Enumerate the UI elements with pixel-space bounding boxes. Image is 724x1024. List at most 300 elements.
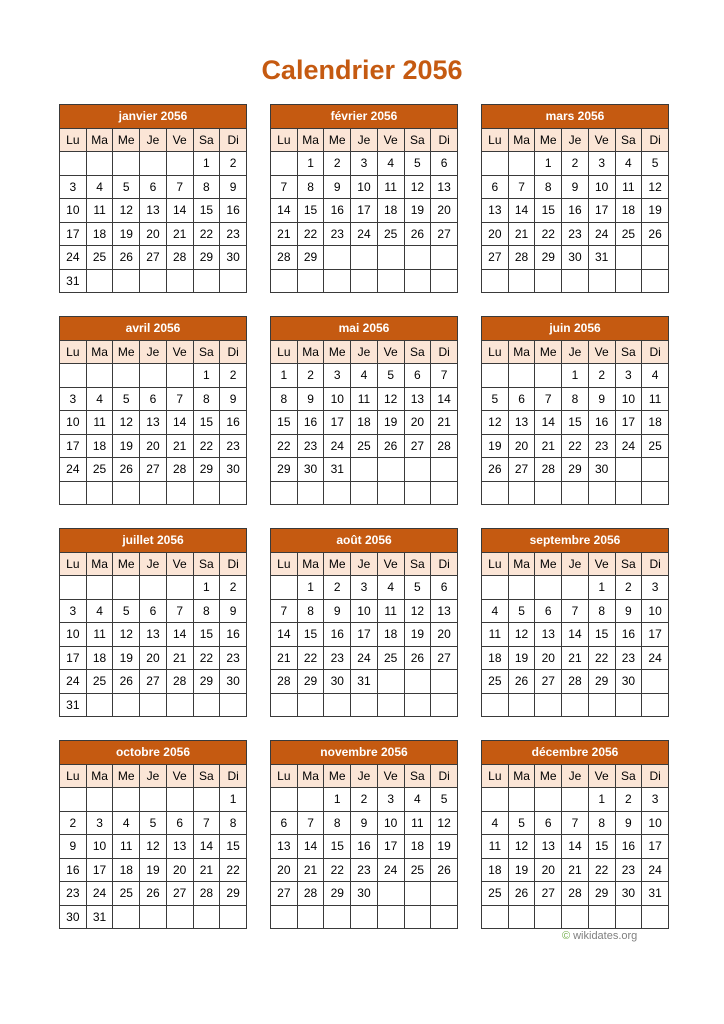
day-cell: 24	[324, 434, 351, 458]
day-cell: 25	[86, 246, 113, 270]
day-cell: 8	[220, 811, 247, 835]
day-cell: 4	[404, 788, 431, 812]
month-title: mars 2056	[482, 105, 669, 129]
day-cell: 13	[140, 623, 167, 647]
day-cell	[404, 670, 431, 694]
month-title: décembre 2056	[482, 741, 669, 765]
day-cell: 17	[351, 199, 378, 223]
day-cell: 9	[588, 387, 615, 411]
day-cell: 5	[431, 788, 458, 812]
day-cell: 8	[588, 811, 615, 835]
page-title: Calendrier 2056	[261, 55, 463, 85]
day-cell: 28	[431, 434, 458, 458]
weekday-header: Me	[324, 764, 351, 788]
day-cell: 4	[86, 175, 113, 199]
day-cell: 21	[297, 858, 324, 882]
day-cell: 5	[113, 175, 140, 199]
day-cell	[642, 693, 669, 717]
day-cell: 20	[166, 858, 193, 882]
weekday-header: Lu	[482, 128, 509, 152]
day-cell	[431, 458, 458, 482]
day-cell: 8	[271, 387, 298, 411]
weekday-header: Sa	[193, 552, 220, 576]
day-cell: 27	[404, 434, 431, 458]
day-cell: 1	[271, 364, 298, 388]
day-cell	[166, 269, 193, 293]
day-cell: 16	[324, 623, 351, 647]
weekday-header: Ve	[377, 128, 404, 152]
day-cell	[351, 905, 378, 929]
day-cell: 11	[351, 387, 378, 411]
day-cell: 27	[140, 670, 167, 694]
month-title: novembre 2056	[271, 741, 458, 765]
day-cell: 11	[615, 175, 642, 199]
day-cell: 24	[615, 434, 642, 458]
day-cell: 11	[482, 623, 509, 647]
month-title: janvier 2056	[60, 105, 247, 129]
weekday-header: Je	[140, 764, 167, 788]
day-cell: 31	[351, 670, 378, 694]
month-title: août 2056	[271, 529, 458, 553]
day-cell: 21	[562, 646, 589, 670]
day-cell: 14	[562, 835, 589, 859]
day-cell	[508, 269, 535, 293]
day-cell	[324, 905, 351, 929]
day-cell: 13	[140, 199, 167, 223]
day-cell	[220, 269, 247, 293]
weekday-header: Ve	[166, 128, 193, 152]
weekday-header: Sa	[404, 552, 431, 576]
day-cell	[377, 670, 404, 694]
day-cell	[642, 670, 669, 694]
weekday-header: Ve	[588, 128, 615, 152]
day-cell	[166, 576, 193, 600]
day-cell: 25	[351, 434, 378, 458]
day-cell: 8	[193, 175, 220, 199]
footer-credit[interactable]	[562, 930, 637, 942]
day-cell: 1	[193, 576, 220, 600]
weekday-header: Me	[535, 764, 562, 788]
month-calendar	[481, 104, 669, 293]
day-cell: 7	[166, 387, 193, 411]
day-cell	[642, 481, 669, 505]
day-cell: 4	[377, 576, 404, 600]
day-cell	[166, 152, 193, 176]
weekday-header: Ma	[297, 552, 324, 576]
day-cell: 14	[535, 411, 562, 435]
day-cell: 25	[86, 458, 113, 482]
day-cell: 16	[297, 411, 324, 435]
day-cell: 5	[404, 152, 431, 176]
weekday-header: Me	[535, 128, 562, 152]
day-cell	[404, 481, 431, 505]
day-cell: 21	[166, 434, 193, 458]
day-cell: 11	[377, 175, 404, 199]
day-cell	[431, 693, 458, 717]
day-cell: 31	[588, 246, 615, 270]
weekday-header: Ma	[508, 552, 535, 576]
day-cell	[297, 269, 324, 293]
day-cell: 21	[535, 434, 562, 458]
day-cell: 12	[642, 175, 669, 199]
day-cell: 20	[140, 646, 167, 670]
day-cell: 3	[642, 788, 669, 812]
month-calendar	[270, 316, 458, 505]
day-cell	[86, 481, 113, 505]
day-cell: 30	[297, 458, 324, 482]
day-cell: 15	[271, 411, 298, 435]
day-cell: 19	[642, 199, 669, 223]
day-cell: 5	[508, 599, 535, 623]
weekday-header: Ve	[166, 552, 193, 576]
day-cell: 28	[508, 246, 535, 270]
day-cell	[377, 269, 404, 293]
weekday-header: Ma	[86, 764, 113, 788]
day-cell	[404, 458, 431, 482]
day-cell: 15	[193, 411, 220, 435]
weekday-header: Lu	[482, 340, 509, 364]
day-cell: 21	[166, 222, 193, 246]
day-cell: 17	[351, 623, 378, 647]
weekday-header: Di	[431, 128, 458, 152]
month-title: février 2056	[271, 105, 458, 129]
day-cell: 18	[86, 646, 113, 670]
day-cell: 23	[220, 222, 247, 246]
day-cell: 17	[324, 411, 351, 435]
day-cell: 10	[86, 835, 113, 859]
day-cell	[377, 246, 404, 270]
day-cell: 19	[508, 858, 535, 882]
day-cell	[482, 481, 509, 505]
weekday-header: Di	[642, 552, 669, 576]
day-cell: 29	[324, 882, 351, 906]
day-cell: 1	[562, 364, 589, 388]
weekday-header: Di	[431, 764, 458, 788]
day-cell: 21	[271, 646, 298, 670]
day-cell	[508, 364, 535, 388]
day-cell: 13	[140, 411, 167, 435]
day-cell: 22	[193, 222, 220, 246]
day-cell: 6	[271, 811, 298, 835]
day-cell	[351, 269, 378, 293]
weekday-header: Je	[140, 552, 167, 576]
day-cell: 8	[535, 175, 562, 199]
day-cell: 3	[377, 788, 404, 812]
day-cell	[482, 693, 509, 717]
day-cell: 14	[166, 411, 193, 435]
weekday-header: Sa	[615, 764, 642, 788]
weekday-header: Ve	[377, 340, 404, 364]
day-cell	[140, 152, 167, 176]
day-cell: 2	[60, 811, 87, 835]
day-cell: 28	[271, 670, 298, 694]
day-cell: 26	[508, 882, 535, 906]
day-cell: 13	[431, 599, 458, 623]
day-cell	[297, 788, 324, 812]
day-cell	[140, 576, 167, 600]
day-cell	[508, 152, 535, 176]
day-cell: 27	[166, 882, 193, 906]
day-cell	[642, 905, 669, 929]
day-cell: 29	[193, 246, 220, 270]
day-cell	[562, 788, 589, 812]
day-cell: 9	[324, 599, 351, 623]
weekday-header: Sa	[615, 128, 642, 152]
day-cell	[166, 693, 193, 717]
day-cell	[60, 364, 87, 388]
day-cell: 6	[404, 364, 431, 388]
day-cell: 10	[60, 411, 87, 435]
day-cell: 7	[271, 599, 298, 623]
day-cell: 15	[297, 623, 324, 647]
day-cell	[166, 481, 193, 505]
day-cell: 28	[166, 246, 193, 270]
day-cell	[377, 905, 404, 929]
weekday-header: Me	[113, 128, 140, 152]
weekday-header: Di	[431, 552, 458, 576]
weekday-header: Je	[351, 340, 378, 364]
month-title: juin 2056	[482, 317, 669, 341]
day-cell: 20	[404, 411, 431, 435]
weekday-header: Lu	[482, 552, 509, 576]
day-cell: 23	[220, 646, 247, 670]
month-calendar	[481, 316, 669, 505]
day-cell: 23	[324, 222, 351, 246]
day-cell: 17	[615, 411, 642, 435]
day-cell: 24	[588, 222, 615, 246]
month-calendar	[481, 528, 669, 717]
day-cell: 4	[377, 152, 404, 176]
day-cell: 20	[508, 434, 535, 458]
weekday-header: Sa	[193, 340, 220, 364]
day-cell: 4	[642, 364, 669, 388]
day-cell: 10	[60, 199, 87, 223]
footer-link-text[interactable]: wikidates.org	[573, 930, 638, 942]
day-cell: 25	[482, 882, 509, 906]
day-cell: 15	[324, 835, 351, 859]
day-cell: 26	[642, 222, 669, 246]
day-cell	[86, 364, 113, 388]
day-cell: 14	[562, 623, 589, 647]
day-cell	[482, 364, 509, 388]
day-cell: 10	[588, 175, 615, 199]
day-cell: 13	[431, 175, 458, 199]
day-cell: 2	[615, 576, 642, 600]
weekday-header: Lu	[271, 764, 298, 788]
weekday-header: Ve	[588, 764, 615, 788]
day-cell: 8	[297, 599, 324, 623]
month-title: octobre 2056	[60, 741, 247, 765]
day-cell	[535, 693, 562, 717]
day-cell: 17	[86, 858, 113, 882]
day-cell: 23	[297, 434, 324, 458]
day-cell: 8	[297, 175, 324, 199]
day-cell: 31	[86, 905, 113, 929]
day-cell: 22	[588, 858, 615, 882]
day-cell: 21	[193, 858, 220, 882]
weekday-header: Sa	[615, 340, 642, 364]
weekday-header: Di	[642, 340, 669, 364]
weekday-header: Ma	[297, 128, 324, 152]
month-calendar	[270, 528, 458, 717]
day-cell: 25	[113, 882, 140, 906]
day-cell: 30	[220, 670, 247, 694]
weekday-header: Di	[220, 764, 247, 788]
weekday-header: Di	[642, 128, 669, 152]
day-cell	[615, 458, 642, 482]
weekday-header: Lu	[60, 764, 87, 788]
day-cell	[140, 364, 167, 388]
day-cell	[271, 269, 298, 293]
day-cell: 28	[535, 458, 562, 482]
day-cell	[562, 693, 589, 717]
day-cell: 19	[113, 434, 140, 458]
day-cell: 18	[351, 411, 378, 435]
day-cell	[113, 481, 140, 505]
day-cell	[615, 693, 642, 717]
day-cell: 2	[324, 152, 351, 176]
day-cell: 22	[193, 646, 220, 670]
day-cell: 18	[482, 646, 509, 670]
day-cell: 19	[113, 222, 140, 246]
day-cell: 5	[404, 576, 431, 600]
day-cell	[271, 481, 298, 505]
day-cell	[535, 364, 562, 388]
day-cell: 3	[324, 364, 351, 388]
day-cell: 25	[482, 670, 509, 694]
weekday-header: Ma	[86, 552, 113, 576]
day-cell: 26	[431, 858, 458, 882]
day-cell: 2	[588, 364, 615, 388]
month-calendar	[59, 740, 247, 929]
day-cell: 26	[404, 646, 431, 670]
day-cell	[271, 693, 298, 717]
day-cell: 29	[193, 670, 220, 694]
day-cell	[271, 152, 298, 176]
day-cell	[113, 576, 140, 600]
day-cell: 29	[588, 882, 615, 906]
weekday-header: Sa	[615, 552, 642, 576]
day-cell: 13	[404, 387, 431, 411]
weekday-header: Je	[140, 128, 167, 152]
day-cell: 24	[642, 858, 669, 882]
day-cell: 21	[166, 646, 193, 670]
day-cell: 9	[351, 811, 378, 835]
day-cell: 25	[404, 858, 431, 882]
day-cell: 9	[220, 175, 247, 199]
weekday-header: Je	[562, 340, 589, 364]
day-cell: 20	[431, 623, 458, 647]
day-cell: 24	[60, 246, 87, 270]
day-cell: 26	[113, 670, 140, 694]
day-cell	[482, 905, 509, 929]
day-cell: 6	[535, 811, 562, 835]
day-cell: 17	[377, 835, 404, 859]
day-cell: 1	[535, 152, 562, 176]
day-cell: 22	[220, 858, 247, 882]
day-cell: 19	[377, 411, 404, 435]
day-cell: 27	[271, 882, 298, 906]
day-cell: 27	[535, 882, 562, 906]
day-cell: 7	[562, 811, 589, 835]
day-cell: 9	[297, 387, 324, 411]
day-cell: 18	[86, 434, 113, 458]
day-cell	[377, 481, 404, 505]
day-cell: 13	[482, 199, 509, 223]
day-cell	[535, 905, 562, 929]
day-cell	[642, 269, 669, 293]
day-cell	[113, 693, 140, 717]
day-cell: 27	[535, 670, 562, 694]
day-cell: 4	[615, 152, 642, 176]
day-cell: 19	[140, 858, 167, 882]
day-cell: 28	[166, 458, 193, 482]
day-cell: 3	[60, 599, 87, 623]
copyright-icon: ©	[562, 930, 571, 942]
day-cell: 15	[588, 623, 615, 647]
day-cell: 24	[642, 646, 669, 670]
day-cell: 13	[535, 835, 562, 859]
day-cell: 30	[615, 670, 642, 694]
day-cell: 22	[193, 434, 220, 458]
day-cell: 3	[588, 152, 615, 176]
day-cell: 2	[351, 788, 378, 812]
day-cell	[615, 481, 642, 505]
weekday-header: Lu	[271, 552, 298, 576]
day-cell	[140, 269, 167, 293]
day-cell: 19	[508, 646, 535, 670]
day-cell: 26	[140, 882, 167, 906]
day-cell: 12	[113, 623, 140, 647]
day-cell	[297, 481, 324, 505]
day-cell: 29	[562, 458, 589, 482]
day-cell	[615, 905, 642, 929]
day-cell: 15	[193, 199, 220, 223]
day-cell: 12	[377, 387, 404, 411]
day-cell: 5	[113, 599, 140, 623]
day-cell: 28	[193, 882, 220, 906]
day-cell: 18	[377, 623, 404, 647]
day-cell: 13	[508, 411, 535, 435]
day-cell: 11	[377, 599, 404, 623]
day-cell: 7	[166, 175, 193, 199]
weekday-header: Di	[220, 552, 247, 576]
day-cell: 15	[588, 835, 615, 859]
day-cell	[297, 905, 324, 929]
day-cell: 21	[562, 858, 589, 882]
weekday-header: Ve	[588, 340, 615, 364]
month-title: mai 2056	[271, 317, 458, 341]
day-cell: 2	[220, 576, 247, 600]
day-cell: 12	[113, 411, 140, 435]
day-cell	[562, 576, 589, 600]
weekday-header: Di	[431, 340, 458, 364]
day-cell: 20	[140, 434, 167, 458]
day-cell: 26	[377, 434, 404, 458]
month-title: juillet 2056	[60, 529, 247, 553]
day-cell	[351, 458, 378, 482]
day-cell: 4	[482, 811, 509, 835]
day-cell: 15	[297, 199, 324, 223]
day-cell	[562, 269, 589, 293]
day-cell: 17	[588, 199, 615, 223]
day-cell	[193, 693, 220, 717]
day-cell: 8	[562, 387, 589, 411]
day-cell	[562, 481, 589, 505]
day-cell: 4	[482, 599, 509, 623]
day-cell: 16	[615, 835, 642, 859]
day-cell	[535, 788, 562, 812]
